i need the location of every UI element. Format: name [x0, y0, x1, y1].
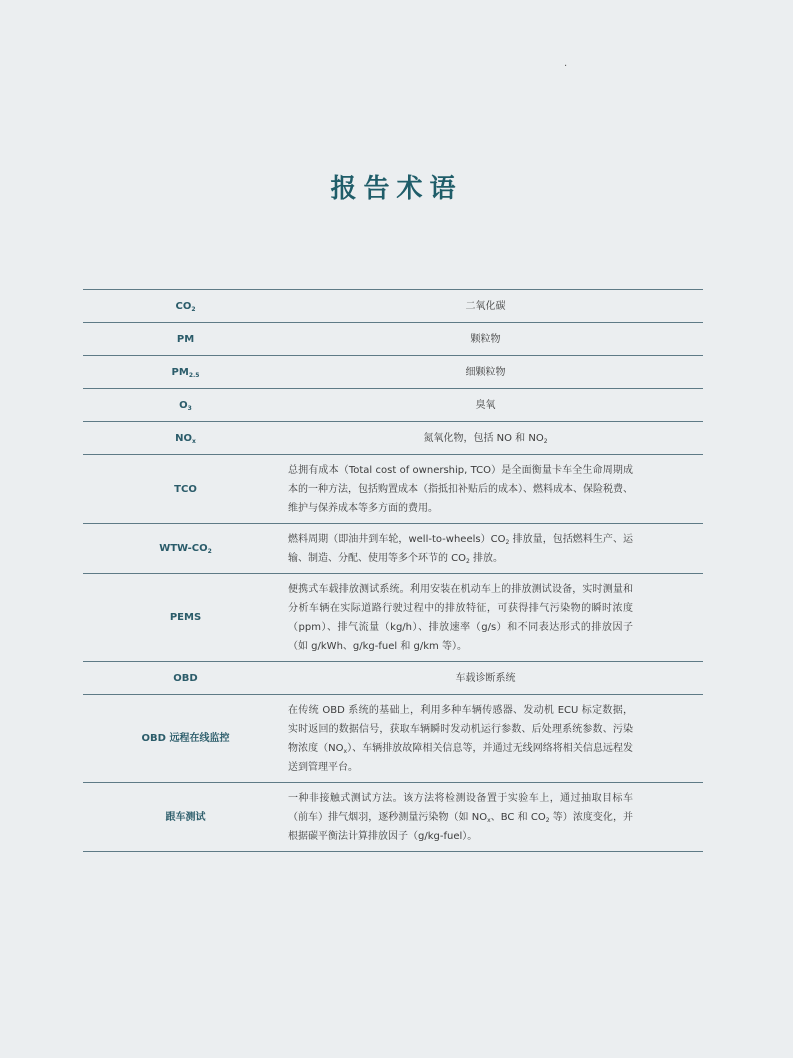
term-cell: TCO — [83, 455, 288, 524]
term-cell: OBD — [83, 662, 288, 695]
definition-cell: 二氧化碳 — [288, 290, 703, 323]
terms-table — [83, 289, 703, 852]
term-cell: $PM_{2.5}$ — [83, 356, 288, 389]
definition-cell: 总拥有成本（Total cost of ownership, TCO）是全面衡量卡车全生命周期成本的一种方法，包括购置成本（指抵扣补贴后的成本）、燃料成本、保险税费、维护与保养成本等多方面的费用。 — [288, 455, 703, 524]
term-cell: PEMS — [83, 574, 288, 662]
definition-cell: 车载诊断系统 — [288, 662, 703, 695]
term-cell: WTW-$CO_2$ — [83, 524, 288, 574]
table-row — [83, 662, 703, 695]
table-row — [83, 422, 703, 455]
definition-cell: 便携式车载排放测试系统。利用安装在机动车上的排放测试设备，实时测量和分析车辆在实际道路行驶过程中的排放特征，可获得排气污染物的瞬时浓度（ppm）、排气流量（kg/h）、排放速率（g/s）和不同表达形式的排放因子（如 g/kWh、g/kg-fuel 和 g/km 等）。 — [288, 574, 703, 662]
table-row — [83, 290, 703, 323]
term-cell: $NO_x$ — [83, 422, 288, 455]
definition-cell: 颗粒物 — [288, 323, 703, 356]
definition-cell: 氮氧化物，包括 NO 和 $NO_2$ — [288, 422, 703, 455]
definition-cell: 在传统 OBD 系统的基础上，利用多种车辆传感器、发动机 ECU 标定数据，实时返回的数据信号，获取车辆瞬时发动机运行参数、后处理系统参数、污染物浓度$(NO_x)$、车辆排放故障相关信息等，并通过无线网络将相关信息远程发送到管理平台。 — [288, 695, 703, 783]
term-cell: PM — [83, 323, 288, 356]
table-row — [83, 524, 703, 574]
term-cell: 跟车测试 — [83, 783, 288, 852]
table-row — [83, 695, 703, 783]
term-cell: $CO_2$ — [83, 290, 288, 323]
table-row — [83, 455, 703, 524]
table-row — [83, 574, 703, 662]
table-row — [83, 356, 703, 389]
table-row — [83, 783, 703, 852]
page-title: 报告术语 — [330, 174, 463, 204]
term-cell: $O_3$ — [83, 389, 288, 422]
term-cell: OBD 远程在线监控 — [83, 695, 288, 783]
table-row — [83, 323, 703, 356]
definition-cell: 一种非接触式测试方法。该方法将检测设备置于实验车上，通过抽取目标车（前车）排气烟羽，逐秒测量污染物（如 $NO_x$、BC 和 $CO_2$ 等）浓度变化，并根据碳平衡法计算排放因子（g/kg-fuel）。 — [288, 783, 703, 852]
definition-cell: 臭氧 — [288, 389, 703, 422]
table-row — [83, 389, 703, 422]
definition-cell: 细颗粒物 — [288, 356, 703, 389]
corner-mark: . — [564, 58, 568, 69]
definition-cell: 燃料周期（即油井到车轮，well-$to-wheels)CO_2$ 排放量，包括燃料生产、运输、制造、分配、使用等多个环节的 $CO_2$ 排放。 — [288, 524, 703, 574]
